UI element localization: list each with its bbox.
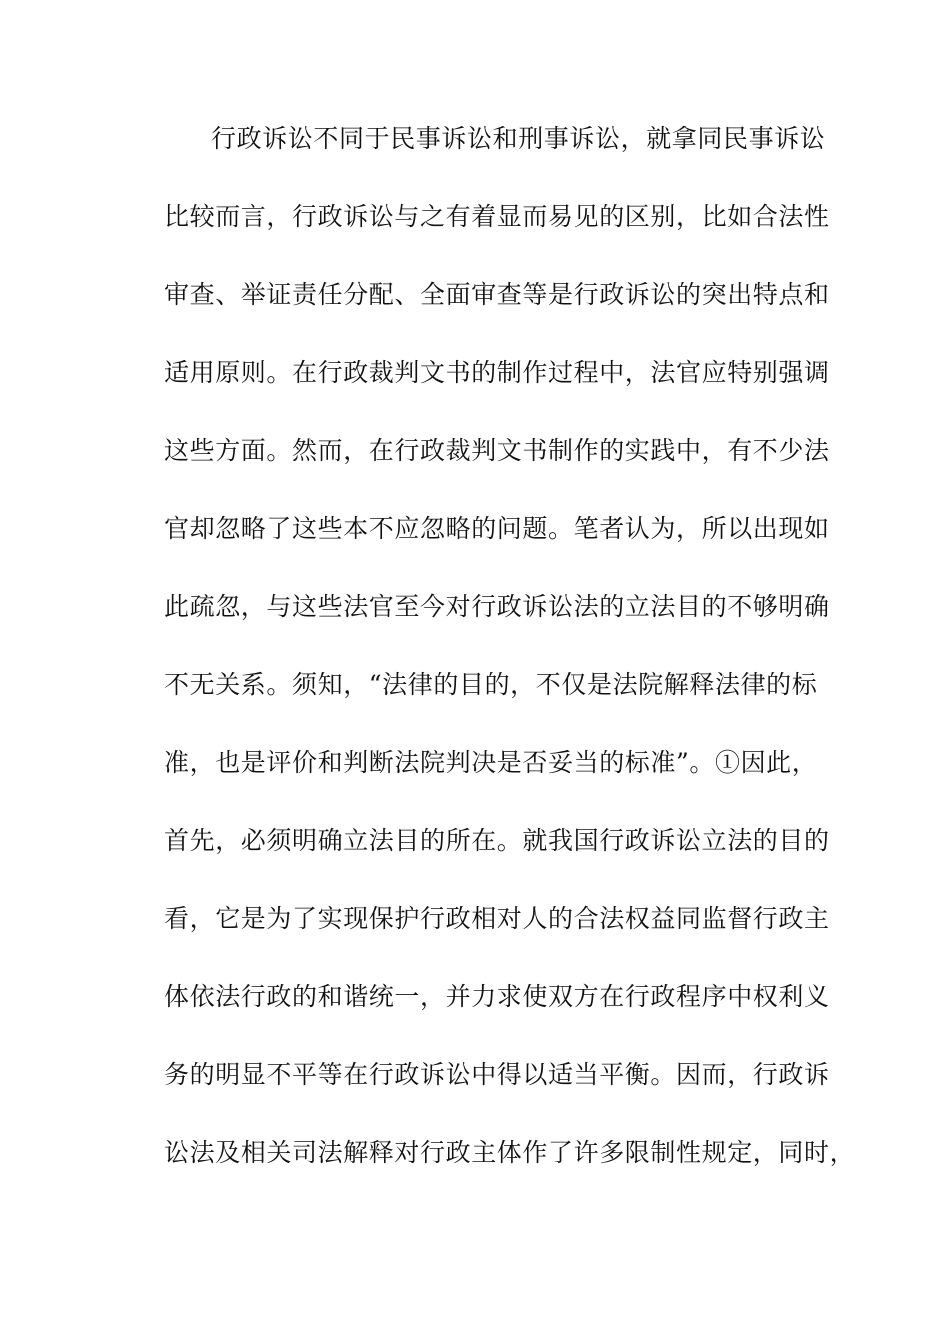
text-line-10: 首先，必须明确立法目的所在。就我国行政诉讼立法的目的	[164, 826, 830, 855]
text-line-12: 体依法行政的和谐统一，并力求使双方在行政程序中权利义	[164, 982, 830, 1011]
text-line-8: 不无关系。须知，“法律的目的，不仅是法院解释法律的标	[164, 670, 818, 699]
text-line-14: 讼法及相关司法解释对行政主体作了许多限制性规定，同时，	[164, 1138, 856, 1167]
text-line-2: 比较而言，行政诉讼与之有着显而易见的区别，比如合法性	[164, 202, 830, 231]
text-line-5: 这些方面。然而，在行政裁判文书制作的实践中，有不少法	[164, 436, 830, 465]
text-line-6: 官却忽略了这些本不应忽略的问题。笔者认为，所以出现如	[164, 514, 830, 543]
text-line-1: 行政诉讼不同于民事诉讼和刑事诉讼，就拿同民事诉讼	[211, 124, 826, 153]
text-line-7: 此疏忽，与这些法官至今对行政诉讼法的立法目的不够明确	[164, 592, 830, 621]
text-line-9: 准，也是评价和判断法院判决是否妥当的标准”。①因此，	[164, 748, 818, 777]
text-line-13: 务的明显不平等在行政诉讼中得以适当平衡。因而，行政诉	[164, 1060, 830, 1089]
body-paragraph	[164, 117, 856, 1209]
text-line-11: 看，它是为了实现保护行政相对人的合法权益同监督行政主	[164, 904, 830, 933]
text-line-3: 审查、举证责任分配、全面审查等是行政诉讼的突出特点和	[164, 280, 830, 309]
text-line-4: 适用原则。在行政裁判文书的制作过程中，法官应特别强调	[164, 358, 830, 387]
